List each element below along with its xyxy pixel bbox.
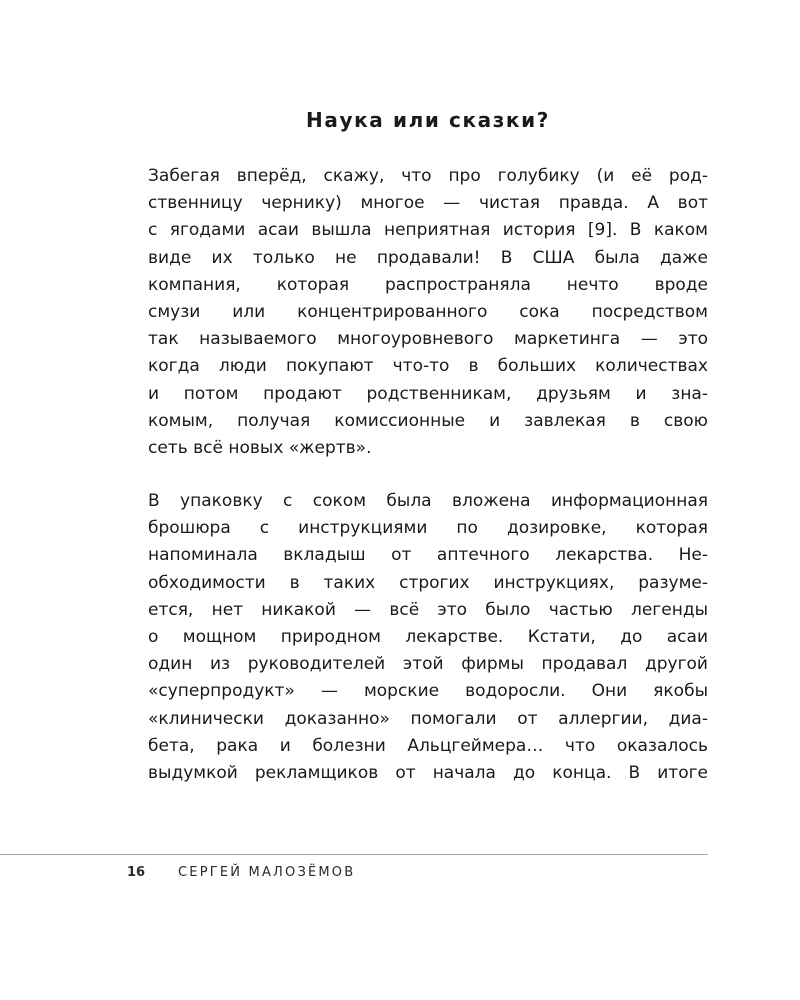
text-line: брошюра с инструкциями по дозировке, которая — [148, 518, 708, 539]
text-line: ется, нет никакой — всё это было частью легенды — [148, 599, 708, 620]
text-line: «суперпродукт» — морские водоросли. Они якобы — [148, 681, 708, 702]
text-line: один из руководителей этой фирмы продавал другой — [148, 654, 708, 675]
text-line: о мощном природном лекарстве. Кстати, до асаи — [148, 626, 708, 647]
text-line: ственницу чернику) многое — чистая правда. А вот — [148, 193, 708, 214]
text-line: так называемого многоуровневого маркетинга — это — [148, 329, 708, 350]
text-line: выдумкой рекламщиков от начала до конца. В итоге — [148, 762, 708, 783]
text-line: В упаковку с соком была вложена информационная — [148, 491, 708, 511]
text-line: виде их только не продавали! В США была даже — [148, 247, 708, 268]
text-line: Забегая вперёд, скажу, что про голубику (и её род- — [148, 166, 708, 186]
text-line: бета, рака и болезни Альцгеймера… что оказалось — [148, 735, 708, 756]
text-line: обходимости в таких строгих инструкциях, разуме- — [148, 572, 708, 593]
page-number: 16 — [127, 865, 146, 880]
text-line: смузи или концентрированного сока посредством — [148, 301, 708, 322]
text-line: сеть всё новых «жертв». — [148, 437, 372, 458]
running-author: СЕРГЕЙ МАЛОЗЁМОВ — [178, 865, 356, 880]
text-line: и потом продают родственникам, друзьям и зна- — [148, 383, 708, 404]
paragraph-2 — [148, 488, 708, 787]
text-line: с ягодами асаи вышла неприятная история [9]. В каком — [148, 220, 708, 241]
page-footer — [127, 865, 355, 880]
paragraph-1 — [148, 163, 708, 462]
text-line: напоминала вкладыш от аптечного лекарства. Не- — [148, 545, 708, 566]
footer-divider — [0, 854, 708, 855]
text-line: когда люди покупают что-то в больших количествах — [148, 356, 708, 377]
text-line: «клинически доказанно» помогали от аллергии, диа- — [148, 708, 708, 729]
text-line: компания, которая распространяла нечто вроде — [148, 274, 708, 295]
section-heading: Наука или сказки? — [306, 108, 550, 132]
text-line: комым, получая комиссионные и завлекая в свою — [148, 410, 708, 431]
